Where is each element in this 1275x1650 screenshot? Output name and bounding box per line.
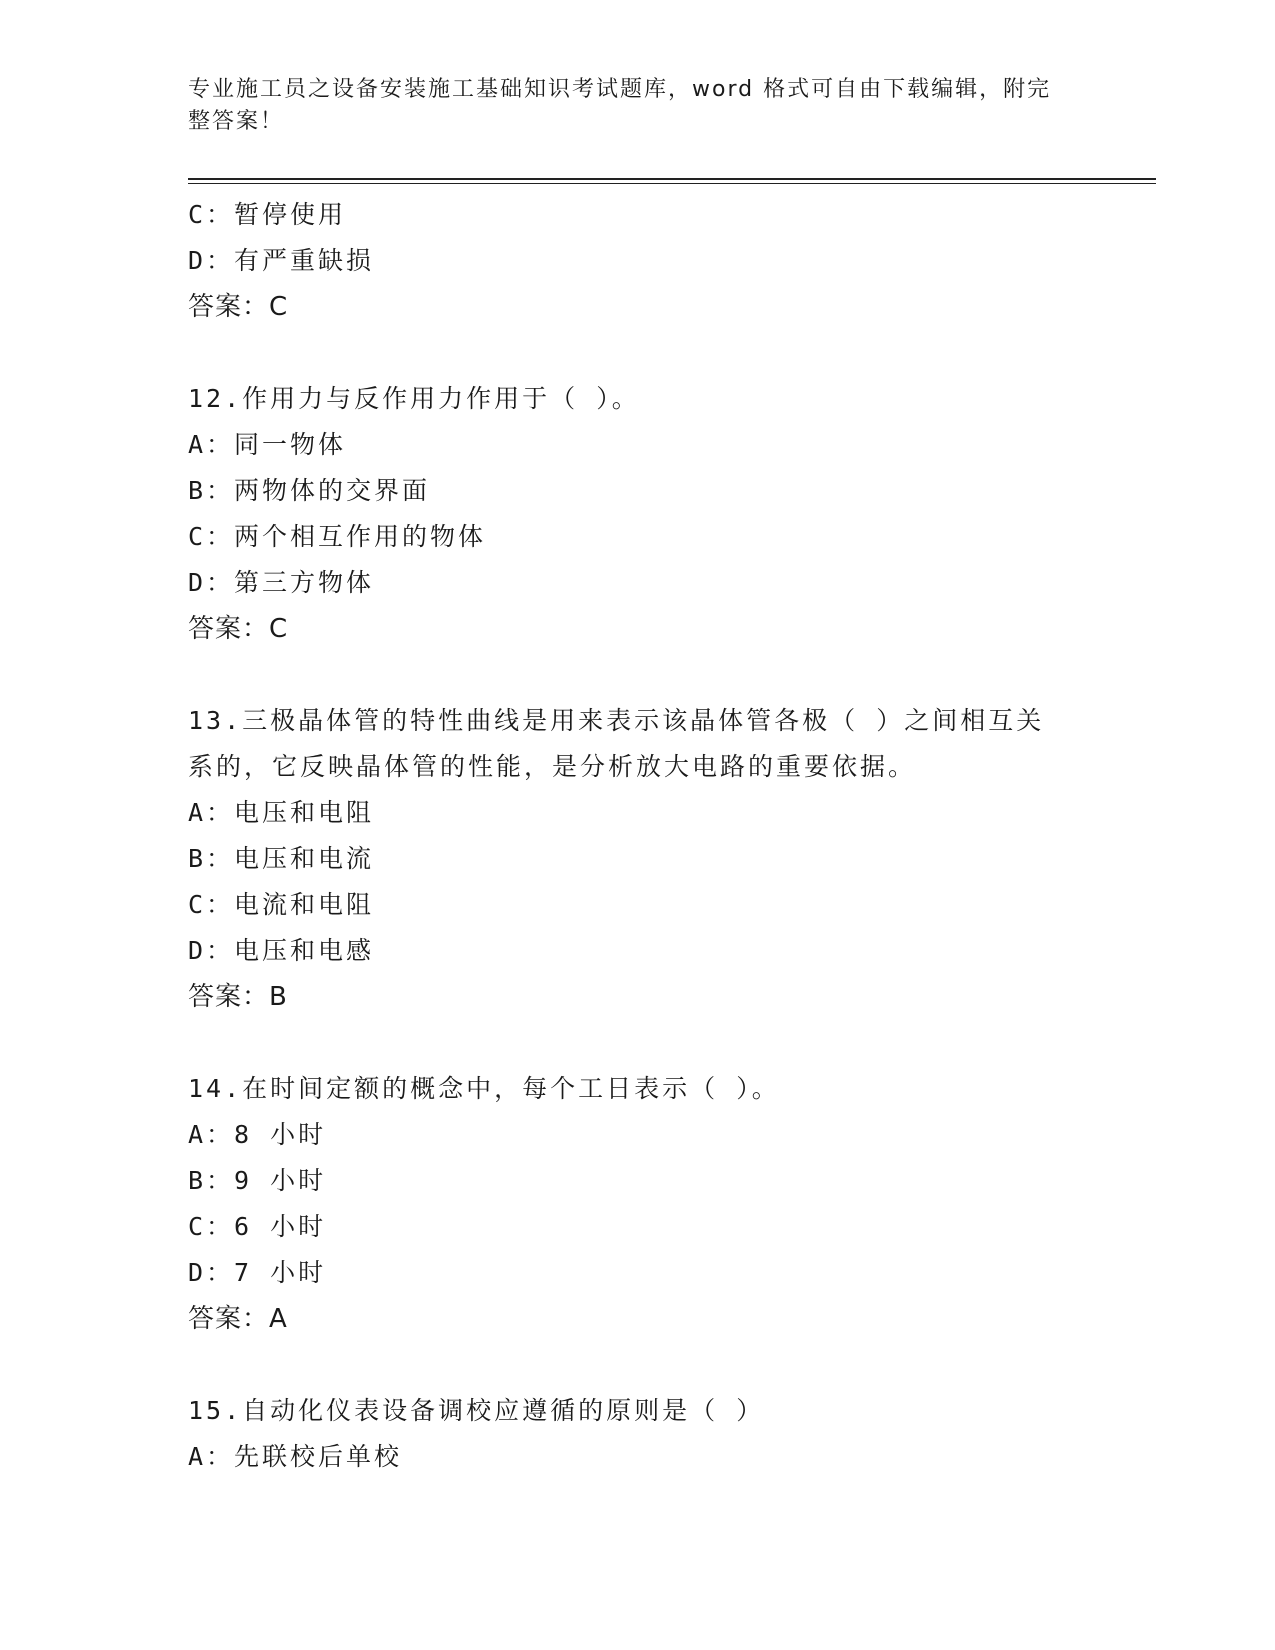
option-a: A：先联校后单校 [188, 1442, 403, 1471]
answer-line: 答案：C [188, 614, 289, 644]
answer-line: 答案：C [188, 292, 289, 322]
question-block-15 [188, 1388, 1088, 1480]
option-a: A：8 小时 [188, 1120, 327, 1149]
spacer [188, 330, 1088, 376]
question-block-13 [188, 698, 1088, 1020]
spacer [188, 652, 1088, 698]
question-text-line-1: 13.三极晶体管的特性曲线是用来表示该晶体管各极（ ）之间相互关 [188, 706, 1045, 735]
spacer [188, 1342, 1088, 1388]
option-d: D：7 小时 [188, 1258, 327, 1287]
question-text-line-2: 系的，它反映晶体管的性能，是分析放大电路的重要依据。 [188, 752, 917, 781]
option-a: A：同一物体 [188, 430, 347, 459]
option-b: B：两物体的交界面 [188, 476, 431, 505]
question-block-prev [188, 192, 1088, 330]
header-rule-thick [188, 178, 1156, 180]
question-text: 15.自动化仪表设备调校应遵循的原则是（ ） [188, 1396, 765, 1425]
option-c: C：暂停使用 [188, 200, 347, 229]
question-text: 12.作用力与反作用力作用于（ ）。 [188, 384, 640, 413]
question-block-12 [188, 376, 1088, 652]
option-a: A：电压和电阻 [188, 798, 375, 827]
option-d: D：第三方物体 [188, 568, 375, 597]
question-text: 14.在时间定额的概念中，每个工日表示（ ）。 [188, 1074, 780, 1103]
option-c: C：电流和电阻 [188, 890, 375, 919]
option-d: D：有严重缺损 [188, 246, 375, 275]
option-c: C：两个相互作用的物体 [188, 522, 487, 551]
option-b: B：电压和电流 [188, 844, 375, 873]
question-list [188, 192, 1088, 1480]
option-d: D：电压和电感 [188, 936, 375, 965]
spacer [188, 1020, 1088, 1066]
option-c: C：6 小时 [188, 1212, 327, 1241]
header-line-2: 整答案！ [188, 109, 285, 134]
header-rule-thin [188, 183, 1156, 184]
document-header [188, 74, 1068, 138]
question-block-14 [188, 1066, 1088, 1342]
answer-line: 答案：B [188, 982, 288, 1012]
header-line-1: 专业施工员之设备安装施工基础知识考试题库，word 格式可自由下载编辑，附完 [188, 77, 1052, 102]
answer-line: 答案：A [188, 1304, 288, 1334]
option-b: B：9 小时 [188, 1166, 327, 1195]
